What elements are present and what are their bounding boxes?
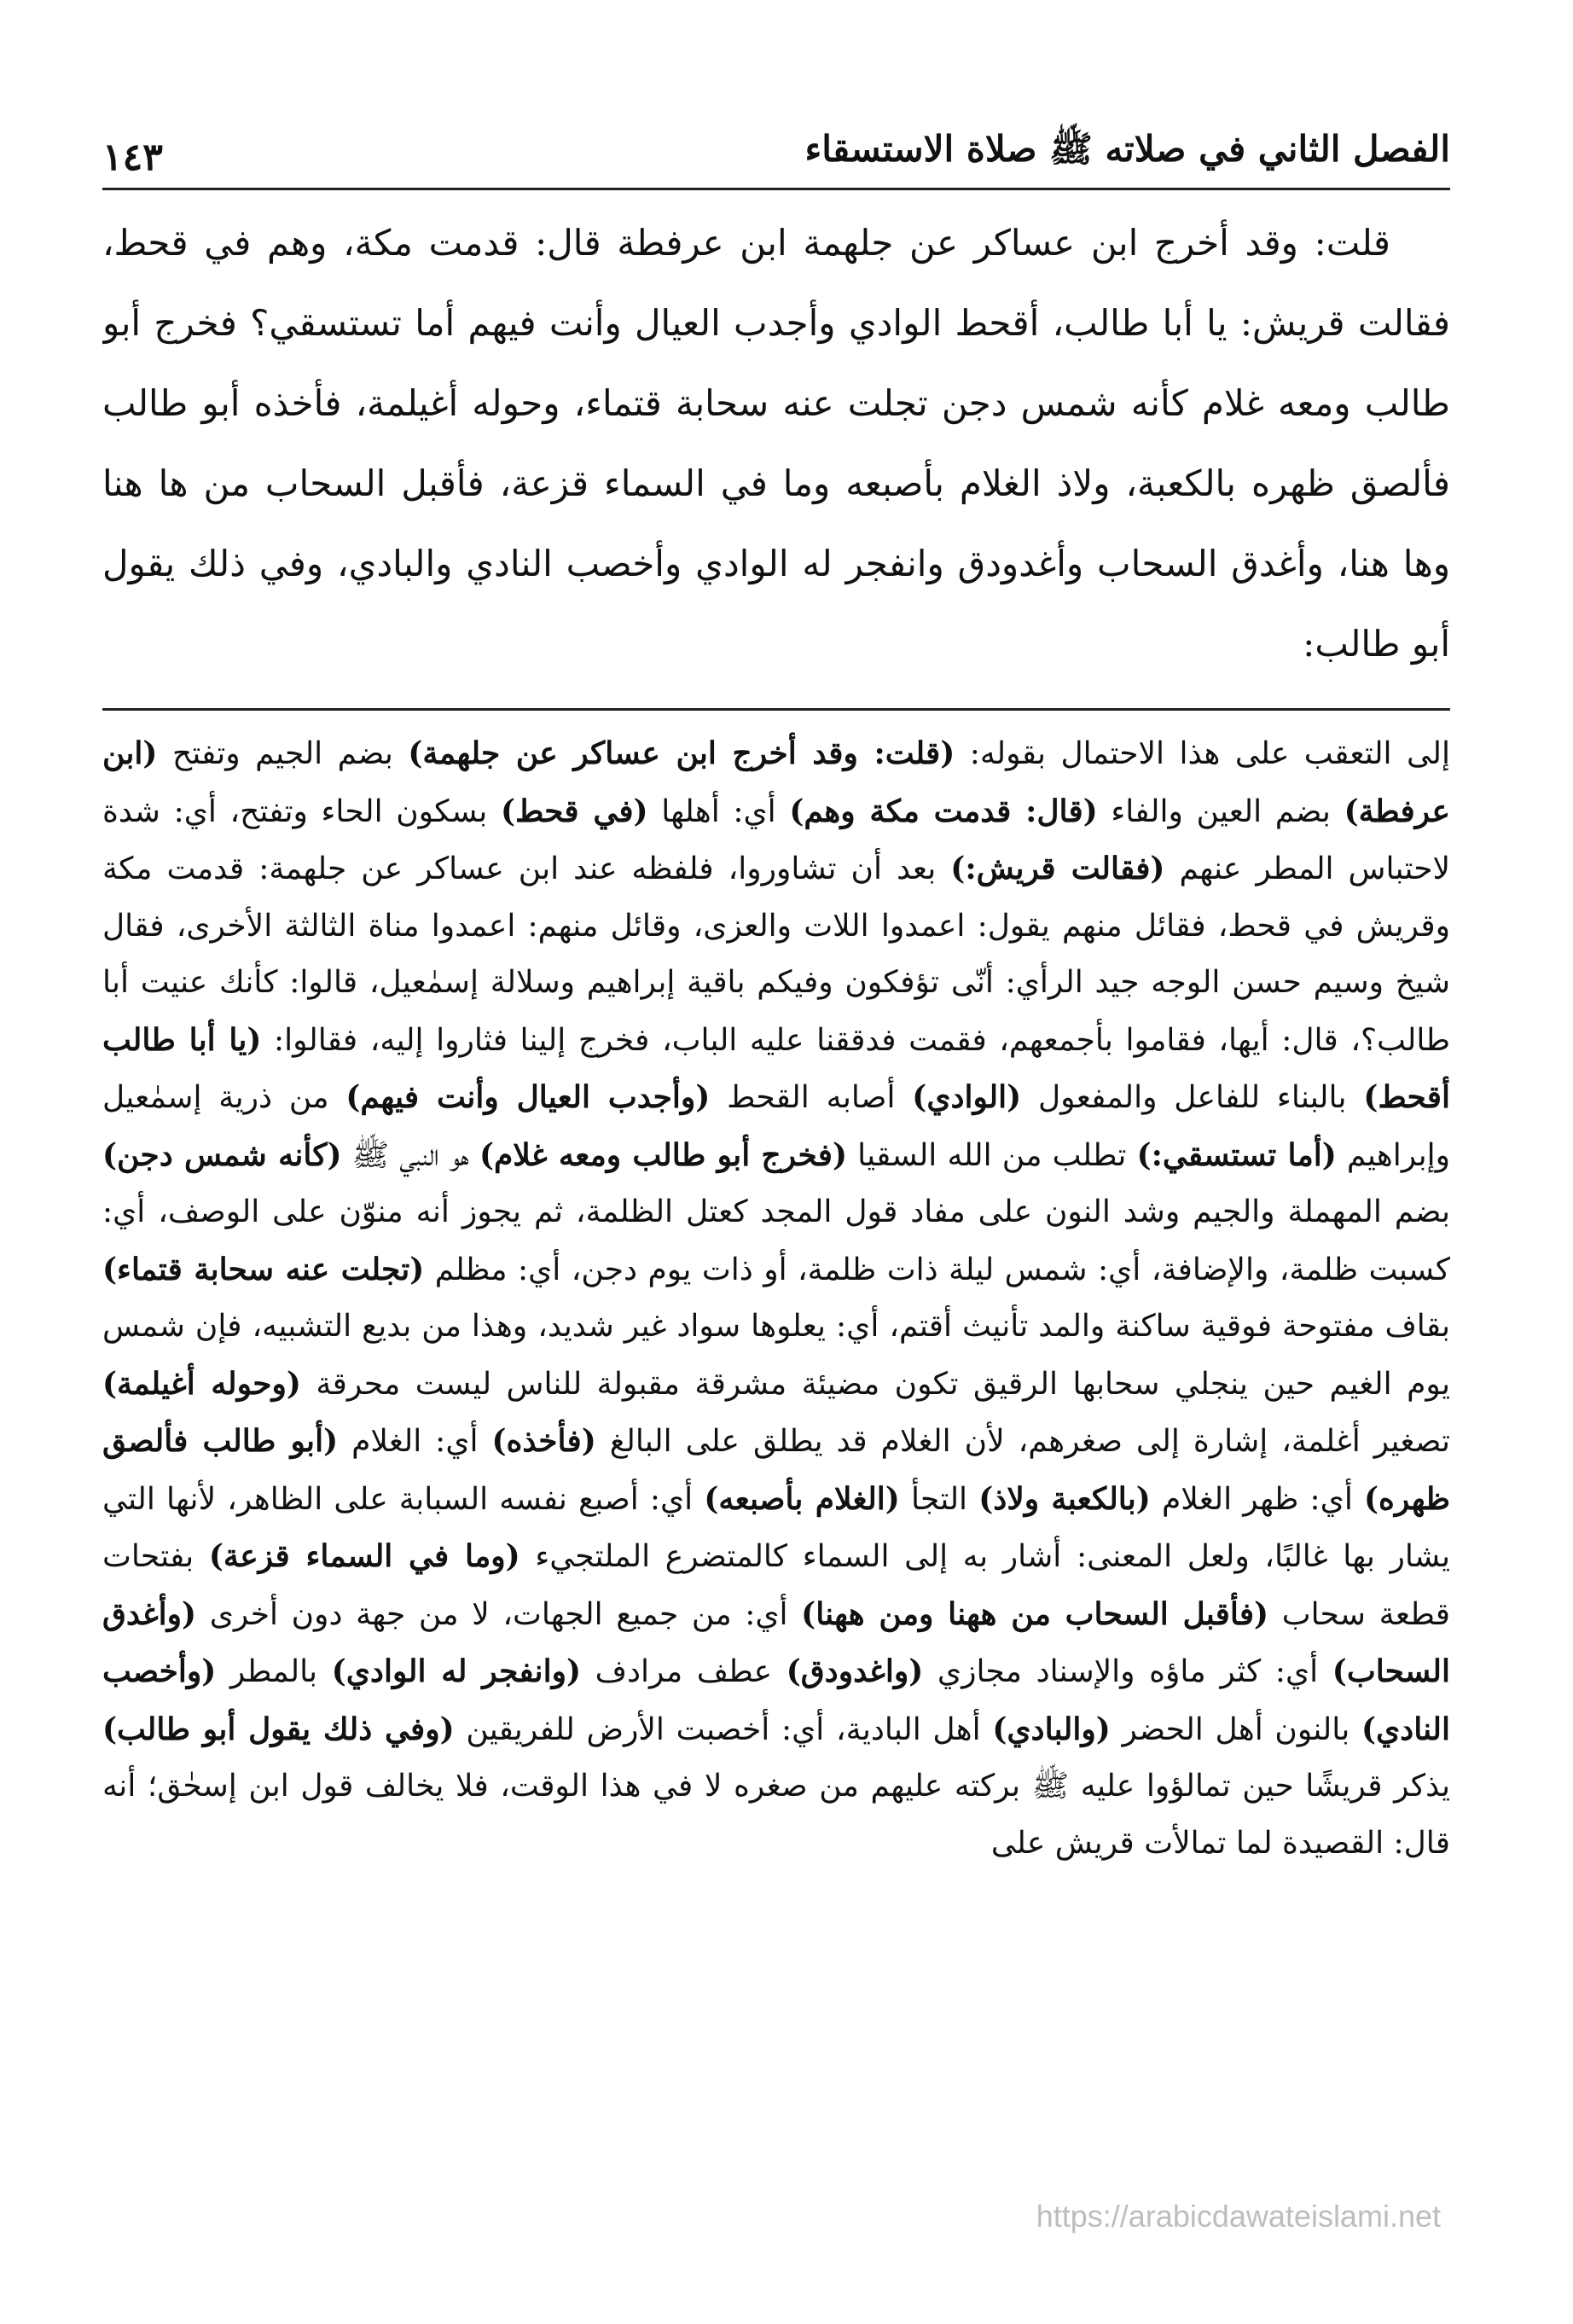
commentary-run: أي: من جميع الجهات، لا من جهة دون أخرى (196, 1596, 802, 1632)
header-rule (102, 188, 1450, 190)
commentary-run: عطف مرادف (581, 1654, 786, 1689)
commentary-run: بقاف مفتوحة فوقية ساكنة والمد تأنيث أقتم، أي: يعلوها سواد غير شديد، وهذا من بديع التشبيه، فإن شمس يوم الغيم حين ينجلي سحابها الرقيق تكون مضيئة مشرقة مقبولة للناس ليست محرقة (102, 1309, 1450, 1402)
commentary-quote: (قال: قدمت مكة وهم) (789, 793, 1098, 829)
commentary-run: إلى التعقب على هذا الاحتمال بقوله: (955, 736, 1450, 771)
commentary-quote: (في قحط) (500, 793, 648, 829)
commentary-run: بضم المهملة والجيم وشد النون على مفاد قول المجد كعتل الظلمة، ثم يجوز أنه منوّن على الوصف، أي: كسبت ظلمة، والإضافة، أي: شمس ليلة ذات ظلمة، أو ذات يوم دجن، أي: مظلم (102, 1194, 1450, 1287)
commentary-run: تصغير أغلمة، إشارة إلى صغرهم، لأن الغلام قد يطلق على البالغ (595, 1424, 1450, 1459)
commentary-run: بسكون الحاء وتفتح، أي: شدة لاحتباس المطر عنهم (102, 793, 1450, 886)
commentary-quote: (وانفجر له الوادي) (331, 1653, 582, 1689)
commentary-quote: (والبادي) (992, 1711, 1111, 1747)
commentary-quote: (أبو طالب فألصق ظهره) (102, 1423, 1450, 1517)
commentary-run: أي: الغلام (338, 1424, 492, 1459)
commentary-quote: (أما تستسقي:) (1136, 1136, 1337, 1173)
page-header (102, 111, 1450, 179)
commentary-run: أي: أهلها (647, 793, 790, 829)
commentary-quote: (واغدودق) (786, 1653, 924, 1689)
commentary-run: أي: ظهر الغلام (1150, 1481, 1364, 1517)
commentary-quote: (وحوله أغيلمة) (102, 1365, 301, 1402)
commentary-quote: (وأغدق السحاب) (102, 1595, 1450, 1689)
commentary-run: بالمطر (216, 1654, 332, 1689)
book-page (102, 77, 1450, 2278)
commentary-run: بالنون أهل الحضر (1110, 1711, 1361, 1747)
commentary-quote: (الوادي) (912, 1079, 1022, 1115)
commentary-quote: (الغلام بأصبعه) (704, 1480, 900, 1517)
commentary-run: التجأ (899, 1481, 979, 1517)
commentary-run: بفتحات قطعة سحاب (102, 1539, 1450, 1632)
commentary-quote: (فأخذه) (491, 1423, 596, 1459)
commentary-quote: (بالكعبة ولاذ) (978, 1480, 1151, 1517)
commentary-quote: (فخرج أبو طالب ومعه غلام) (479, 1136, 848, 1173)
commentary-run: بضم الجيم وتفتح (157, 736, 409, 771)
page-number: ١٤٣ (102, 136, 163, 179)
commentary-quote: (قلت: وقد أخرج ابن عساكر عن جلهمة) (408, 735, 955, 771)
commentary-quote: (وفي ذلك يقول أبو طالب) (102, 1711, 455, 1747)
commentary-run: بضم العين والفاء (1097, 793, 1344, 829)
commentary-run: تطلب من الله السقيا (847, 1137, 1137, 1173)
commentary-quote: (تجلت عنه سحابة قتماء) (102, 1251, 425, 1287)
commentary-quote: (وما في السماء قزعة) (208, 1538, 520, 1574)
commentary-run: أي: كثر ماؤه والإسناد مجازي (923, 1654, 1332, 1689)
commentary-quote: (يا أبا طالب أقحط) (102, 1021, 1450, 1115)
commentary-quote: (فقالت قريش:) (950, 851, 1165, 886)
commentary-quote: (كأنه شمس دجن) (102, 1136, 342, 1173)
main-text: قلت: وقد أخرج ابن عساكر عن جلهمة ابن عرفطة قال: قدمت مكة، وهم في قحط، فقالت قريش: يا أبا طالب، أقحط الوادي وأجدب العيال وأنت فيهم أما تستسقي؟ فخرج أبو طالب ومعه غلام كأنه شمس دجن تجلت عنه سحابة قتماء، وحوله أغيلمة، فأخذه أبو طالب فألصق ظهره بالكعبة، ولاذ الغلام بأصبعه وما في السماء قزعة، فأقبل السحاب من ها هنا وها هنا، وأغدق السحاب وأغدودق وانفجر له الوادي وأخصب النادي والبادي، وفي ذلك يقول أبو طالب: (102, 222, 1450, 665)
commentary-run: أصابه القحط (710, 1080, 913, 1115)
commentary-run: أهل البادية، أي: أخصبت الأرض للفريقين (454, 1711, 993, 1747)
commentary-run: من ذرية إسمٰعيل وإبراهيم (102, 1080, 1450, 1173)
commentary-run: أي: أصبع نفسه السبابة على الظاهر، لأنها التي يشار بها غالبًا، ولعل المعنى: أشار به إلى السماء كالمتضرع الملتجيء (102, 1481, 1450, 1574)
running-title: الفصل الثاني في صلاته ﷺ صلاة الاستسقاء (804, 128, 1450, 170)
commentary-quote: (وأخصب النادي) (102, 1653, 1450, 1747)
commentary-quote: (وأجدب العيال وأنت فيهم) (345, 1079, 711, 1115)
commentary-quote: (فأقبل السحاب من ههنا ومن ههنا) (801, 1595, 1269, 1632)
commentary-run: بعد أن تشاوروا، فلفظه عند ابن عساكر عن جلهمة: قدمت مكة وقريش في قحط، فقائل منهم يقول: اعمدوا اللات والعزى، وقائل منهم: اعمدوا مناة الثالثة الأخرى، فقال شيخ وسيم حسن الوجه جيد الرأي: أنّى تؤفكون وفيكم باقية إبراهيم وسلالة إسمٰعيل، قالوا: كأنك عنيت أبا طالب؟، قال: أيها، فقاموا بأجمعهم، فقمت فدققنا عليه الباب، فخرج إلينا فثاروا إليه، فقالوا: (102, 851, 1450, 1058)
commentary-text (102, 725, 1450, 2252)
watermark-url: https://arabicdawateislami.net (1036, 2199, 1441, 2234)
commentary-run: هو النبي ﷺ (341, 1137, 479, 1173)
commentary-divider (102, 708, 1450, 711)
commentary-run: بالبناء للفاعل والمفعول (1021, 1080, 1364, 1115)
commentary-run: يذكر قريشًا حين تمالؤوا عليه ﷺ بركته عليهم من صغره لا في هذا الوقت، فلا يخالف قول ابن إسحٰق؛ أنه قال: القصيدة لما تمالأت قريش على (102, 1769, 1450, 1861)
commentary-quote: (ابن عرفطة) (102, 735, 1450, 829)
